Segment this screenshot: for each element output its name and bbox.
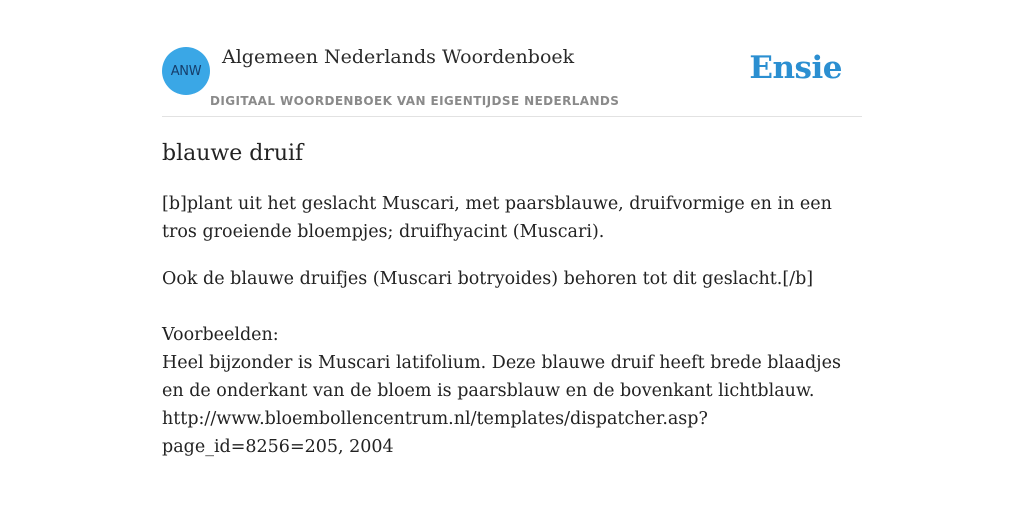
- site-title[interactable]: Algemeen Nederlands Woordenboek: [222, 46, 575, 68]
- entry-examples: [162, 321, 867, 461]
- entry-headword: blauwe druif: [162, 141, 304, 166]
- site-subtitle: DIGITAAL WOORDENBOEK VAN EIGENTIJDSE NEDERLANDS: [210, 94, 620, 108]
- examples-label: Voorbeelden:: [162, 325, 279, 345]
- logo-text: ANW: [170, 63, 202, 79]
- entry-note: Ook de blauwe druifjes (Muscari botryoides) behoren tot dit geslacht.[/b]: [162, 269, 814, 289]
- example-text: Heel bijzonder is Muscari latifolium. Deze blauwe druif heeft brede blaadjes en de onderkant van de bloem is paarsblauw en de bovenkant lichtblauw.: [162, 353, 841, 401]
- example-source: http://www.bloembollencentrum.nl/templates/dispatcher.asp?page_id=8256=205, 2004: [162, 409, 708, 457]
- anw-logo[interactable]: [162, 47, 210, 95]
- ensie-brand-link[interactable]: Ensie: [749, 50, 842, 86]
- site-header: [162, 40, 862, 117]
- entry-definition: [b]plant uit het geslacht Muscari, met paarsblauwe, druifvormige en in een tros groeiende bloempjes; druifhyacint (Muscari).: [162, 194, 832, 242]
- dictionary-entry: [162, 138, 867, 461]
